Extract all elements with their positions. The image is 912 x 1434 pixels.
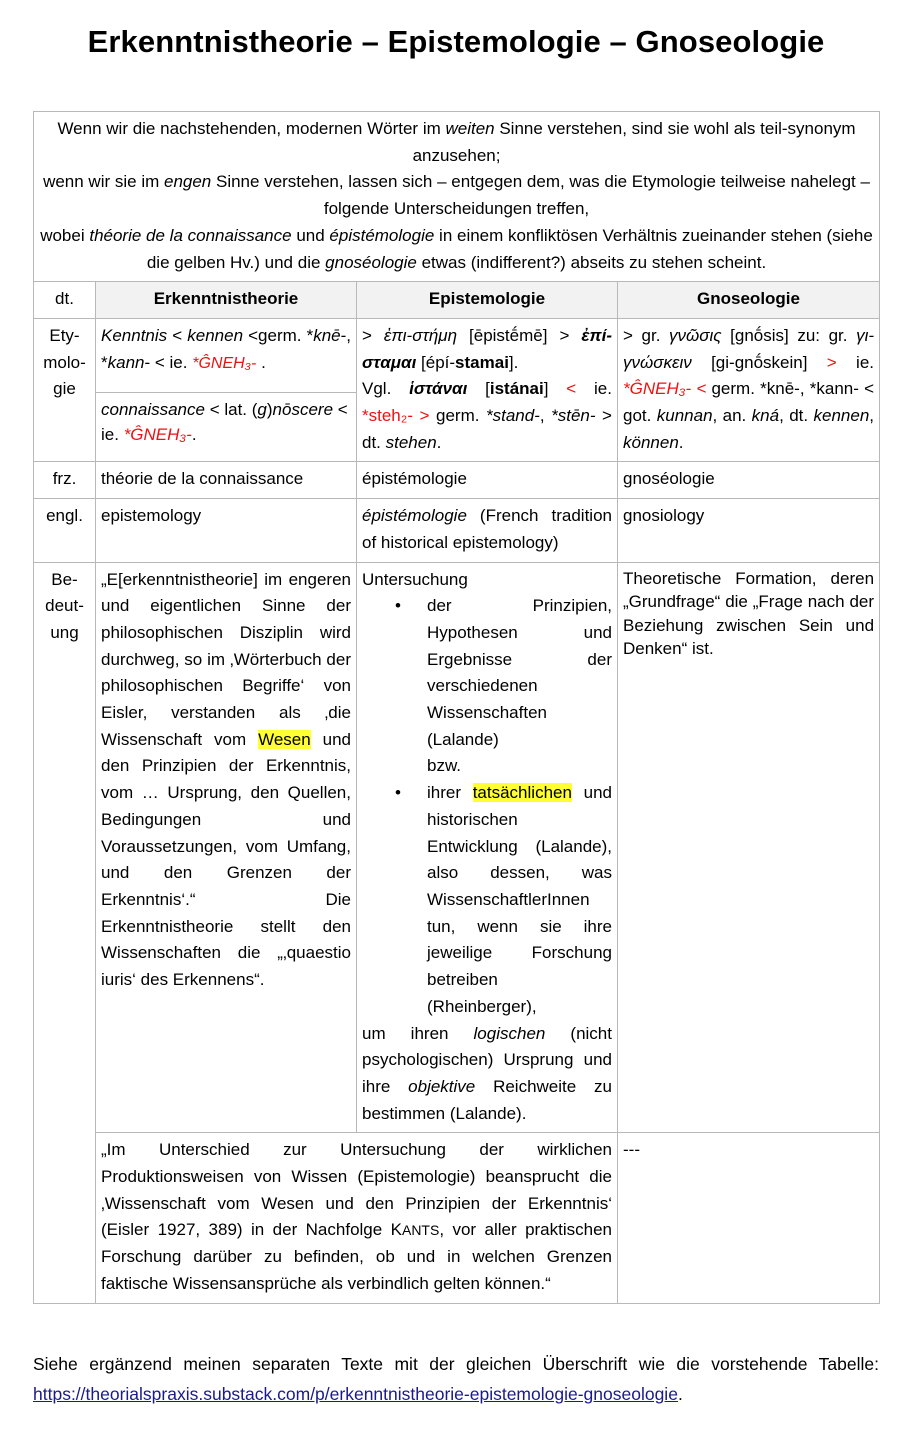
frz-gnoseologie: gnoséologie	[618, 462, 880, 499]
etym-word: knē	[313, 325, 341, 345]
etym-greek: ἱστάναι	[409, 379, 468, 399]
frz-erkenntnistheorie: théorie de la connaissance	[96, 462, 357, 499]
bedeutung-row-2	[34, 1133, 880, 1303]
etym-root-red: *ĜNEH₃-	[123, 425, 192, 445]
label-etymologie: Ety- molo- gie	[34, 318, 96, 462]
header-row	[34, 282, 880, 319]
etym-text: <	[167, 325, 188, 345]
etym-word: kunnan	[656, 406, 713, 426]
intro-text: Sinne verstehen, sind sie wohl als teil-synonym anzusehen;	[412, 119, 856, 165]
etym-text: -, *	[101, 325, 351, 372]
etym-text: germ.	[429, 406, 486, 426]
bed-text: und den Prinzipien der Erkenntnis, vom … Ursprung, den Quellen, Bedingungen und Voraussetzungen, vom Umfang, und den Grenzen der Erkenntnis‘.“ Die Erkenntnistheorie stellt den Wissenschaften die „‚quaestio iuris‘ des Erkennens“.	[101, 729, 351, 990]
engl-epistemologie	[357, 499, 618, 562]
header-dt: dt.	[34, 282, 96, 319]
etym-word: *stand-	[485, 406, 540, 426]
etym-text: [	[467, 379, 490, 399]
etym-text: <germ. *	[243, 325, 314, 345]
etym-text: .	[678, 432, 684, 452]
intro-emph: théorie de la connaissance	[89, 225, 292, 245]
etym-word: kann	[107, 352, 145, 372]
etym-text: [gnṓsis] zu: gr.	[721, 325, 857, 345]
intro-text: wenn wir sie im	[43, 172, 164, 192]
intro-text: Wenn wir die nachstehenden, modernen Wörter im	[57, 119, 446, 138]
intro-emph: gnoséologie	[325, 252, 417, 272]
bed-intro: Untersuchung	[362, 569, 468, 589]
engl-gnoseologie: gnosiology	[618, 499, 880, 562]
etym-text: ,	[869, 406, 875, 426]
frz-row	[34, 462, 880, 499]
etym-word: kennen	[187, 325, 244, 345]
bed-text: bzw.	[427, 756, 462, 776]
etym-greek: ἐπι-στήμη	[383, 325, 458, 345]
etym-text: germ. *knē-, *kann- < got.	[623, 379, 875, 426]
etym-text: < ie.	[101, 400, 348, 445]
bed-highlight: Wesen	[258, 729, 311, 749]
etym-text: [gi-gnṓskein]	[691, 352, 827, 372]
etym-word: kná	[751, 406, 780, 426]
etym-erkenntnistheorie-german	[96, 318, 357, 392]
engl-term: épistémologie	[362, 506, 467, 526]
etym-red-arrow: >	[826, 352, 837, 372]
label-frz: frz.	[34, 462, 96, 499]
etym-epistemologie	[357, 318, 618, 462]
engl-row	[34, 499, 880, 562]
etym-greek: γι-γνώσκειν	[623, 325, 875, 372]
etym-bold: stamai	[455, 352, 509, 372]
list-item	[427, 593, 612, 780]
footer-text: Siehe ergänzend meinen separaten Texte mit der gleichen Überschrift wie die vorstehende Tabelle:	[33, 1354, 879, 1374]
bed-text: Reichweite zu bestimmen (Lalande).	[362, 1076, 612, 1123]
frz-epistemologie: épistémologie	[357, 462, 618, 499]
etym-greek: ἐπί-σταμαι	[362, 325, 612, 372]
bed-gnoseologie: Theoretische Formation, deren „Grundfrage“ die „Frage nach der Beziehung zwischen Sein und Denken“ ist.	[618, 562, 880, 1133]
bed-text: der Prinzipien, Hypothesen und Ergebnisse der verschiedenen Wissenschaften (Lalande)	[427, 596, 612, 749]
bed-text: ihrer	[427, 783, 473, 803]
bed-list	[362, 593, 612, 1020]
header-epistemologie: Epistemologie	[357, 282, 618, 319]
etym-greek: γνῶσις	[669, 325, 722, 345]
etym-text: í-	[444, 352, 456, 372]
intro-cell	[34, 112, 880, 282]
bed-quote	[96, 1133, 618, 1303]
bed-highlight: tatsächlichen	[472, 783, 572, 803]
etym-text: ,	[539, 406, 552, 426]
bed-smallcaps: ANTS	[401, 1222, 440, 1239]
etym-word: kennen	[813, 406, 870, 426]
intro-text: wobei	[40, 225, 90, 245]
etym-word: g	[257, 400, 267, 420]
intro-text: und	[291, 225, 330, 245]
etym-text: ].	[508, 352, 519, 372]
bed-dash: ---	[618, 1133, 880, 1303]
etym-word: *stēn-	[551, 406, 596, 426]
etym-text: )	[266, 400, 273, 420]
etym-text: .	[436, 432, 442, 452]
etym-word: können	[623, 432, 679, 452]
etym-text: .	[191, 425, 197, 445]
engl-text: (French tradition of historical epistemology)	[362, 506, 612, 552]
etym-text: Vgl.	[362, 379, 410, 399]
etym-text: .	[256, 352, 266, 372]
etym-gnoseologie	[618, 318, 880, 462]
intro-row	[34, 112, 880, 282]
bedeutung-row	[34, 562, 880, 1133]
etymology-row	[34, 318, 880, 392]
etym-bold: istánai	[489, 379, 544, 399]
bed-emph: logischen	[473, 1023, 546, 1043]
page-title: Erkenntnistheorie – Epistemologie – Gnoseologie	[87, 24, 825, 59]
etym-word: Kenntnis	[101, 325, 168, 345]
bed-conclusion	[362, 1021, 612, 1128]
intro-text: Sinne verstehen, lassen sich – entgegen dem, was die Etymologie teilweise nahelegt – folgende Unterscheidungen treffen,	[211, 172, 870, 219]
etym-root-red: *ĜNEH₃- <	[623, 379, 707, 399]
footer-note	[33, 1349, 879, 1409]
etym-erkenntnistheorie-french	[96, 393, 357, 462]
etym-text: > gr.	[623, 325, 670, 345]
etym-text: ie.	[576, 379, 612, 399]
bed-text: um ihren	[362, 1023, 474, 1043]
footer-link[interactable]: https://theorialspraxis.substack.com/p/erkenntnistheorie-epistemologie-gnoseologie	[33, 1384, 678, 1404]
intro-text: etwas (indifferent?) abseits zu stehen scheint.	[416, 252, 767, 272]
label-bedeutung: Be- deut- ung	[34, 562, 96, 1303]
etym-text: [ép	[416, 352, 445, 372]
footer-text: .	[677, 1384, 683, 1404]
etym-word: stehen	[385, 432, 437, 452]
etym-text: [ēpistḗmē] >	[457, 325, 582, 345]
header-erkenntnistheorie: Erkenntnistheorie	[96, 282, 357, 319]
bed-emph: objektive	[408, 1076, 476, 1096]
comparison-table	[33, 111, 880, 1304]
etym-root-red: *steh₂- >	[362, 406, 430, 426]
bed-text: (nicht psychologischen) Ursprung und ihre	[362, 1023, 612, 1096]
etym-text: < lat. (	[204, 400, 258, 420]
header-gnoseologie: Gnoseologie	[618, 282, 880, 319]
etym-text: ]	[543, 379, 567, 399]
etym-text: , an.	[712, 406, 752, 426]
label-engl: engl.	[34, 499, 96, 562]
etym-text: ie.	[836, 352, 875, 372]
bed-text: „E[erkenntnistheorie] im engeren und eigentlichen Sinne der philosophischen Disziplin wird durchweg, so im ‚Wörterbuch der philosophischen Begriffe‘ von Eisler, verstanden als ‚die Wissenschaft vom	[101, 569, 351, 749]
etym-text: - < ie.	[144, 352, 193, 372]
etym-root-red: *ĜNEH₃-	[192, 354, 257, 372]
etym-word: connaissance	[101, 400, 205, 420]
bed-text: und historischen Entwicklung (Lalande), also dessen, was WissenschaftlerInnen tun, wenn sie ihre jeweilige Forschung betreiben (Rheinberger),	[427, 783, 612, 1016]
intro-emph: engen	[163, 172, 212, 192]
bed-epistemologie	[357, 562, 618, 1133]
intro-emph: épistémologie	[329, 225, 435, 245]
list-item	[427, 780, 612, 1020]
bed-text: „Im Unterschied zur Untersuchung der wirklichen Produktionsweisen von Wissen (Epistemologie) beansprucht die ‚Wissenschaft vom Wesen und den Prinzipien der Erkenntnis‘ (Eisler 1927, 389) in der Nachfolge K	[101, 1140, 612, 1240]
intro-emph: weiten	[445, 119, 495, 138]
etym-text: , dt.	[779, 406, 814, 426]
etym-word: nōscere	[272, 400, 334, 420]
intro-text: in einem konfliktösen Verhältnis zueinander stehen (siehe die gelben Hv.) und die	[146, 225, 873, 272]
etym-red-arrow: <	[566, 379, 577, 399]
etym-text: >	[362, 325, 384, 345]
bed-text: , vor aller praktischen Forschung darüber zu befinden, ob und in welchen Grenzen faktische Wissensansprüche als verbindlich gelten können.“	[101, 1220, 612, 1293]
bed-erkenntnistheorie	[96, 562, 357, 1133]
engl-erkenntnistheorie: epistemology	[96, 499, 357, 562]
etym-text: > dt.	[362, 406, 612, 452]
